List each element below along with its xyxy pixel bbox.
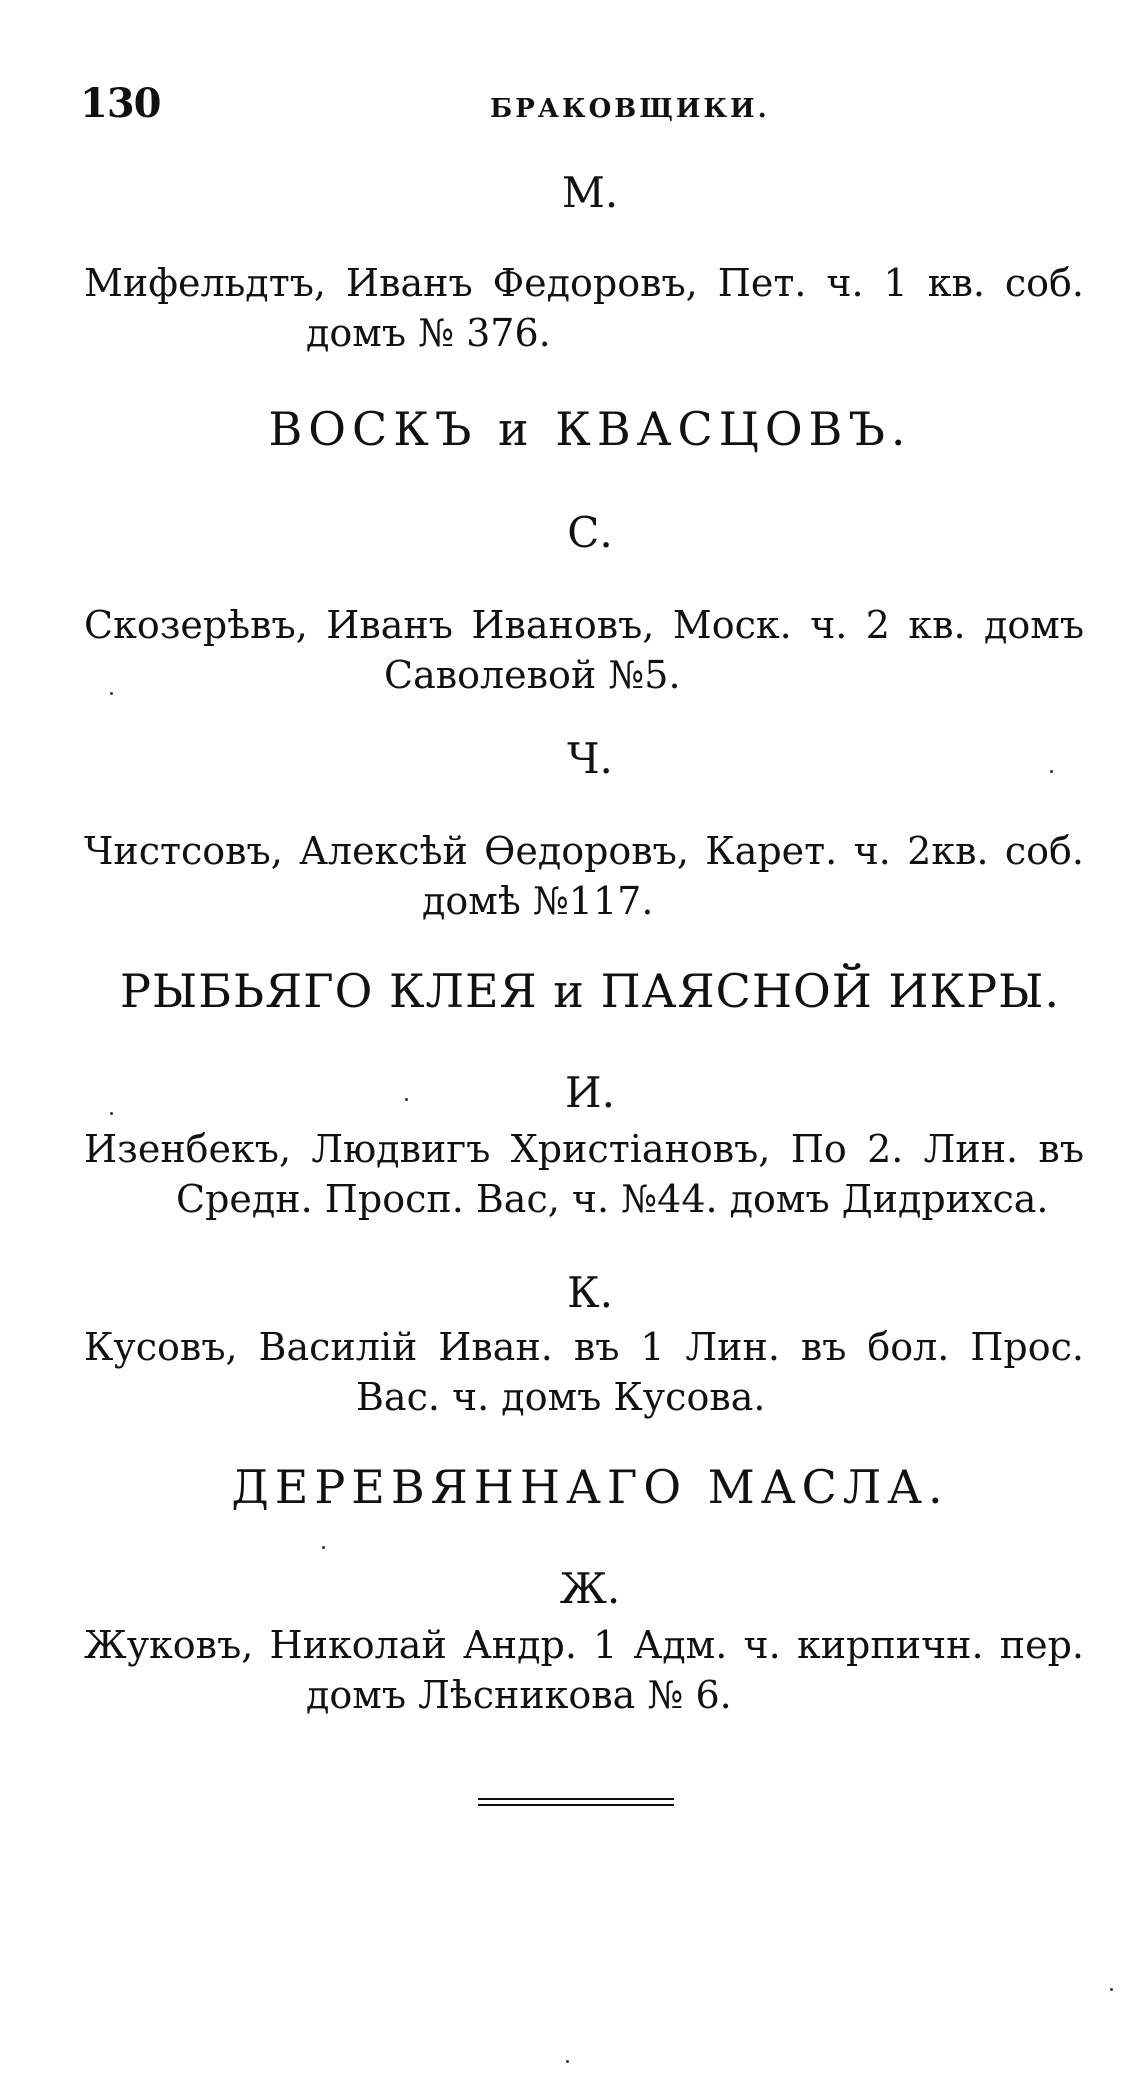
print-speck: [1050, 770, 1053, 773]
entry-continuation: домѣ №117.: [422, 879, 654, 923]
letter-heading-s: С.: [567, 508, 613, 557]
running-head: БРАКОВЩИКИ.: [490, 94, 770, 124]
entry-mifeldt: [84, 258, 1084, 358]
letter-heading-ch: Ч.: [567, 734, 613, 783]
section-title-fish-glue: РЫБЬЯГО КЛЕЯ и ПАЯСНОЙ ИКРЫ.: [120, 964, 1060, 1018]
print-speck: [405, 1098, 408, 1101]
section-title-wood-oil: ДЕРЕВЯННАГО МАСЛА.: [231, 1460, 949, 1514]
entry-continuation: Саволевой №5.: [384, 653, 681, 697]
print-speck: [1110, 1988, 1113, 1991]
letter-heading-zh: Ж.: [559, 1564, 621, 1613]
print-speck: [110, 692, 113, 695]
entry-izenbek: [84, 1124, 1084, 1224]
entry-line: Кусовъ, Василій Иван. въ 1 Лин. въ бол. Прос.: [84, 1325, 1084, 1369]
entry-zhukov: [84, 1620, 1084, 1720]
entry-line: Жуковъ, Николай Андр. 1 Адм. ч. кирпичн. пер.: [84, 1623, 1084, 1667]
page-number: 130: [80, 80, 161, 127]
entry-skozerev: [84, 600, 1084, 700]
entry-line: Мифельдтъ, Иванъ Федоровъ, Пет. ч. 1 кв. соб.: [84, 261, 1084, 305]
entry-line: Чистсовъ, Алексѣй Өедоровъ, Карет. ч. 2кв. соб.: [84, 829, 1084, 873]
entry-kusov: [84, 1322, 1084, 1422]
entry-continuation: домъ Лѣсникова № 6.: [306, 1673, 732, 1717]
print-speck: [322, 1546, 325, 1549]
closing-rule-bottom: [478, 1804, 674, 1806]
entry-chistsov: [84, 826, 1084, 926]
closing-rule-top: [478, 1798, 674, 1800]
entry-continuation: Вас. ч. домъ Кусова.: [356, 1375, 766, 1419]
entry-line: Изенбекъ, Людвигъ Христіановъ, По 2. Лин. въ: [84, 1127, 1084, 1171]
entry-continuation: Средн. Просп. Вас, ч. №44. домъ Дидрихса.: [176, 1177, 1049, 1221]
print-speck: [566, 2060, 569, 2063]
entry-line: Скозерѣвъ, Иванъ Ивановъ, Моск. ч. 2 кв. домъ: [84, 603, 1084, 647]
section-title-wax: ВОСКЪ и КВАСЦОВЪ.: [268, 402, 912, 456]
letter-heading-m: М.: [561, 168, 619, 217]
print-speck: [110, 1112, 113, 1115]
entry-continuation: домъ № 376.: [306, 311, 551, 355]
letter-heading-i: И.: [565, 1068, 615, 1117]
page-header: [80, 80, 1080, 130]
letter-heading-k: К.: [567, 1268, 613, 1317]
